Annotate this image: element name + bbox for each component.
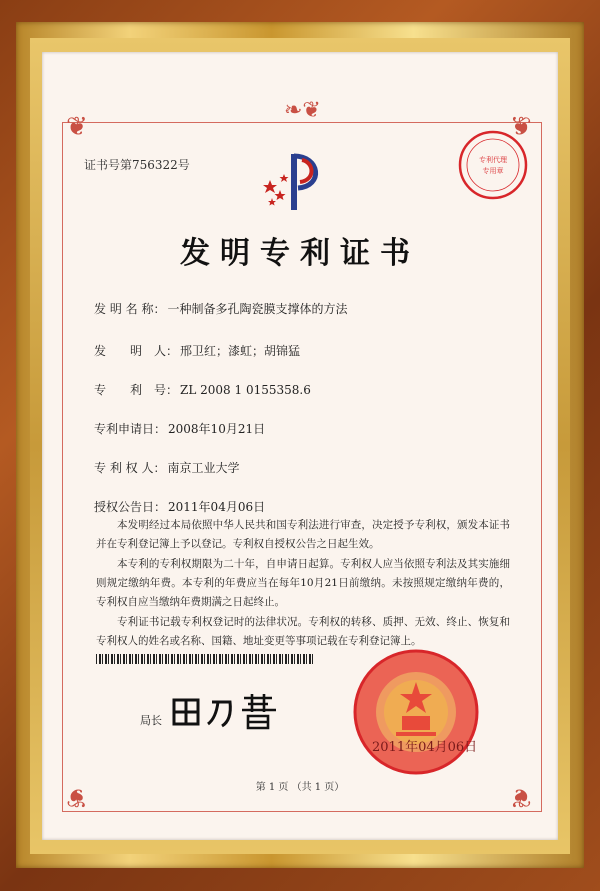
svg-text:专用章: 专用章 — [482, 167, 504, 175]
field-value: 一种制备多孔陶瓷膜支撑体的方法 — [167, 302, 348, 316]
sipo-logo-icon — [258, 150, 328, 214]
field-label: 发 明 名 称： — [94, 302, 166, 316]
field-value: 南京工业大学 — [167, 461, 240, 475]
field-grant-date — [94, 498, 265, 515]
barcode — [96, 654, 314, 664]
field-patent-number — [94, 381, 311, 398]
field-value: 2008年10月21日 — [168, 422, 266, 436]
field-inventors — [94, 342, 300, 359]
top-ornament-icon: ❧❦ — [284, 98, 321, 123]
corner-ornament-icon: ❦ — [510, 112, 532, 142]
director-title: 局长 — [140, 714, 162, 727]
svg-text:专利代理: 专利代理 — [479, 156, 507, 164]
patent-agent-stamp-icon — [456, 128, 530, 202]
corner-ornament-icon: ❦ — [66, 112, 88, 142]
seal-date: 2011年04月06日 — [372, 740, 478, 755]
field-value: 邢卫红；漆虹；胡锦猛 — [180, 344, 301, 358]
field-label: 授权公告日： — [94, 500, 167, 514]
field-value: ZL 2008 1 0155358.6 — [180, 383, 311, 397]
field-value: 2011年04月06日 — [168, 500, 266, 514]
paragraph-grant: 本发明经过本局依照中华人民共和国专利法进行审查，决定授予专利权，颁发本证书并在专利登记簿上予以登记。专利权自授权公告之日起生效。 — [96, 519, 510, 550]
field-label: 专利申请日： — [94, 422, 167, 436]
field-invention-name — [94, 300, 347, 317]
field-label: 发 明 人： — [94, 344, 179, 358]
field-label: 专 利 号： — [94, 383, 179, 397]
field-patentee — [94, 459, 239, 476]
official-seal-icon — [352, 648, 480, 776]
director-signature — [168, 690, 286, 732]
field-application-date — [94, 420, 265, 437]
certificate-title: 发明专利证书 — [180, 236, 420, 271]
certificate-number: 证书号第756322号 — [84, 158, 190, 172]
page-number: 第 1 页 （共 1 页） — [255, 782, 345, 793]
corner-ornament-icon: ❦ — [510, 782, 532, 812]
paragraph-record: 专利证书记载专利权登记时的法律状况。专利权的转移、质押、无效、终止、恢复和专利权人的姓名或名称、国籍、地址变更等事项记载在专利登记簿上。 — [96, 616, 510, 647]
corner-ornament-icon: ❦ — [66, 782, 88, 812]
field-label: 专 利 权 人： — [94, 461, 166, 475]
paragraph-term: 本专利的专利权期限为二十年，自申请日起算。专利权人应当依照专利法及其实施细则规定缴纳年费。本专利的年费应当在每年10月21日前缴纳。未按照规定缴纳年费的，专利权自应当缴纳年费期满之日起终止。 — [96, 558, 510, 608]
